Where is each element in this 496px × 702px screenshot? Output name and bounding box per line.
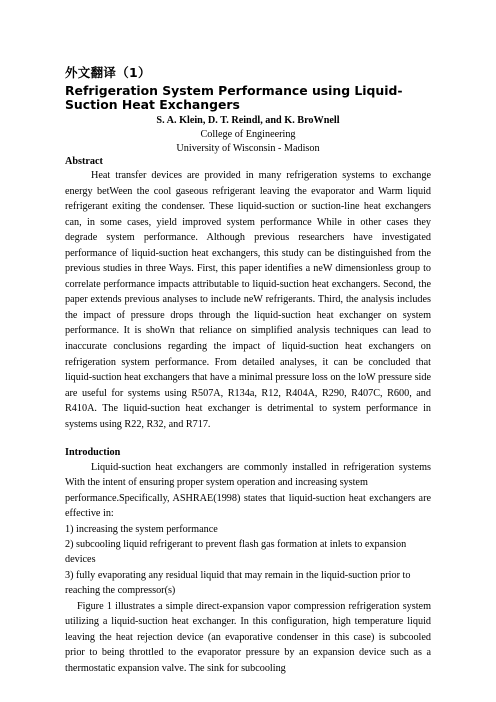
list-item: 2) subcooling liquid refrigerant to prevent flash gas formation at inlets to expansion devices: [65, 539, 407, 566]
introduction-heading: Introduction: [65, 447, 121, 458]
paper-title: Refrigeration System Performance using Liquid-Suction Heat Exchangers: [65, 83, 403, 112]
introduction-tail: performance.Specifically, ASHRAE(1998) states that liquid-suction heat exchangers are effective in:: [65, 492, 431, 520]
figure-description-paragraph: Figure 1 illustrates a simple direct-expansion vapor compression refrigeration system utilizing a liquid-suction heat exchanger. In this configuration, high temperature liquid leaving the heat rejection device (an evaporative condenser in this case) is subcooled prior to being throttled to the evaporator pressure by an expansion device such as a thermostatic expansion valve. The sink for subcooling: [65, 601, 431, 674]
abstract-heading: Abstract: [65, 156, 103, 167]
list-item: 1) increasing the system performance: [65, 524, 218, 535]
author-list: S. A. Klein, D. T. Reindl, and K. BroWnell: [156, 115, 340, 126]
introduction-paragraph: [65, 460, 431, 522]
introduction-lead: Liquid-suction heat exchangers are commonly installed in refrigeration systems With the intent of ensuring proper system operation and increasing system: [65, 462, 431, 489]
section-label: 外文翻译（1）: [65, 65, 151, 80]
abstract-paragraph: Heat transfer devices are provided in many refrigeration systems to exchange energy betWeen the cool gaseous refrigerant leaving the evaporator and Warm liquid refrigerant exiting the condenser. These liquid-suction or suction-line heat exchangers can, in some cases, yield improved system performance While in other cases they degrade system performance. Although previous researchers have investigated performance of liquid-suction heat exchangers, this study can be distinguished from the previous studies in three Ways. First, this paper identifies a neW dimensionless group to correlate performance impacts attributable to liquid-suction heat exchangers. Second, the paper extends previous analyses to include neW refrigerants. Third, the analysis includes the impact of pressure drops through the liquid-suction heat exchanger on system performance. It is shoWn that reliance on simplified analysis techniques can lead to inaccurate conclusions regarding the impact of liquid-suction heat exchangers on refrigeration system performance. From detailed analyses, it can be concluded that liquid-suction heat exchangers that have a minimal pressure loss on the loW pressure side are useful for systems using R507A, R134a, R12, R404A, R290, R407C, R600, and R410A. The liquid-suction heat exchanger is detrimental to system performance in systems using R22, R32, and R717.: [65, 170, 431, 430]
list-item: 3) fully evaporating any residual liquid that may remain in the liquid-suction prior to reaching the compressor(s): [65, 570, 411, 597]
affiliation-university: University of Wisconsin - Madison: [176, 143, 320, 154]
affiliation-college: College of Engineering: [200, 129, 296, 140]
